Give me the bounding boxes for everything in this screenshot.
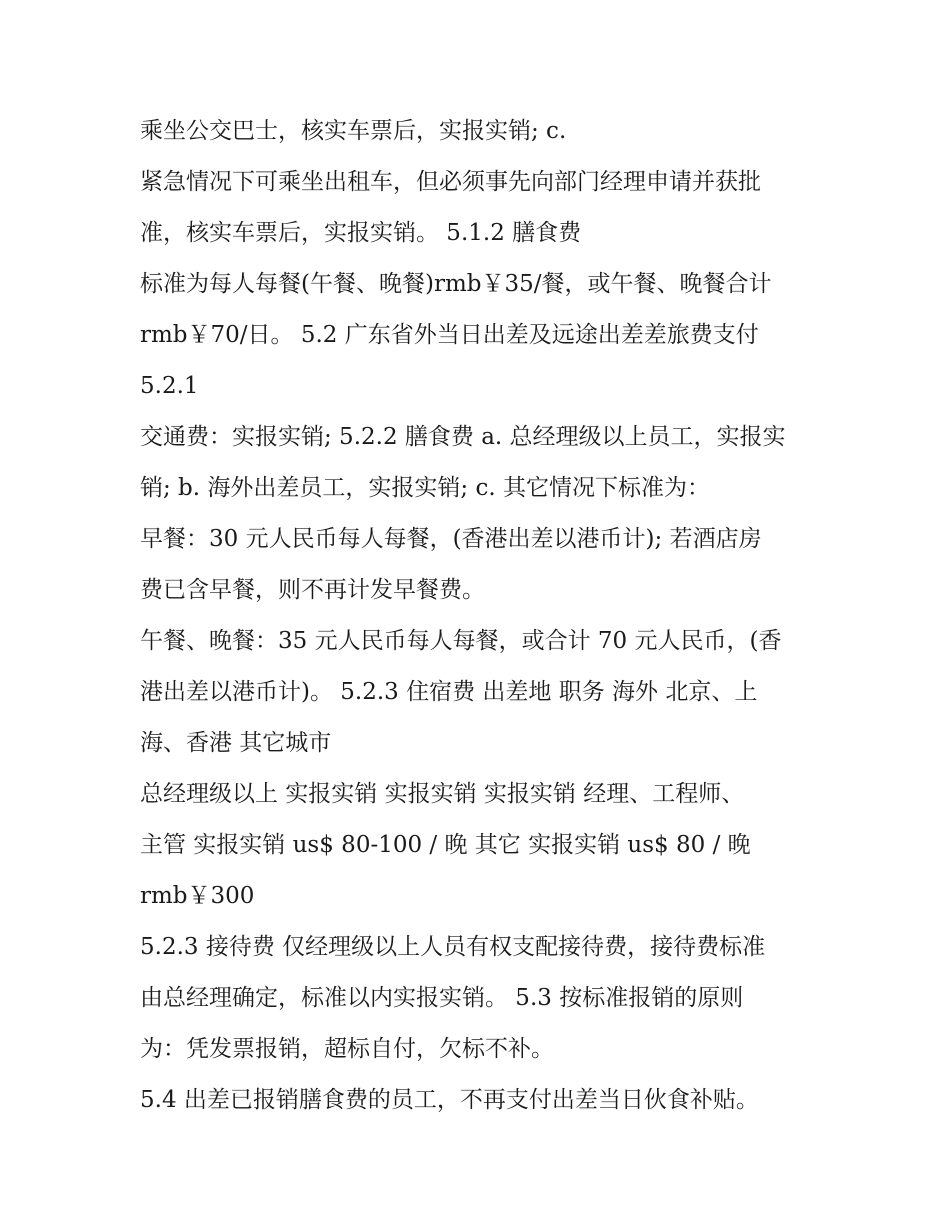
text-line-15: 主管 实报实销 us$ 80-100 / 晚 其它 实报实销 us$ 80 / 晚 bbox=[140, 832, 751, 858]
text-line-8: 销; b. 海外出差员工，实报实销; c. 其它情况下标准为： bbox=[140, 475, 710, 501]
text-line-14: 总经理级以上 实报实销 实报实销 实报实销 经理、工程师、 bbox=[140, 781, 745, 807]
text-line-11: 午餐、晚餐：35 元人民币每人每餐，或合计 70 元人民币，(香 bbox=[140, 628, 782, 654]
text-line-18: 由总经理确定，标准以内实报实销。 5.3 按标准报销的原则 bbox=[140, 985, 744, 1011]
text-line-4: 标准为每人每餐(午餐、晚餐)rmb￥35/餐，或午餐、晚餐合计 bbox=[140, 271, 772, 297]
text-line-16: rmb￥300 bbox=[140, 883, 255, 909]
text-line-10: 费已含早餐，则不再计发早餐费。 bbox=[140, 577, 485, 603]
text-line-5: rmb￥70/日。 5.2 广东省外当日出差及远途出差差旅费支付 bbox=[140, 322, 759, 348]
text-line-1: 乘坐公交巴士，核实车票后，实报实销; c. bbox=[140, 118, 567, 144]
text-line-6: 5.2.1 bbox=[140, 373, 199, 399]
document-body bbox=[140, 106, 820, 1126]
text-line-19: 为：凭发票报销，超标自付，欠标不补。 bbox=[140, 1036, 554, 1062]
text-line-20: 5.4 出差已报销膳食费的员工，不再支付出差当日伙食补贴。 bbox=[140, 1087, 759, 1113]
text-line-17: 5.2.3 接待费 仅经理级以上人员有权支配接待费，接待费标准 bbox=[140, 934, 766, 960]
text-line-12: 港出差以港币计)。 5.2.3 住宿费 出差地 职务 海外 北京、上 bbox=[140, 679, 758, 705]
text-line-2: 紧急情况下可乘坐出租车，但必须事先向部门经理申请并获批 bbox=[140, 169, 761, 195]
text-line-7: 交通费：实报实销; 5.2.2 膳食费 a. 总经理级以上员工，实报实 bbox=[140, 424, 786, 450]
text-line-3: 准，核实车票后，实报实销。 5.1.2 膳食费 bbox=[140, 220, 582, 246]
text-line-13: 海、香港 其它城市 bbox=[140, 730, 332, 756]
text-line-9: 早餐：30 元人民币每人每餐，(香港出差以港币计); 若酒店房 bbox=[140, 526, 762, 552]
